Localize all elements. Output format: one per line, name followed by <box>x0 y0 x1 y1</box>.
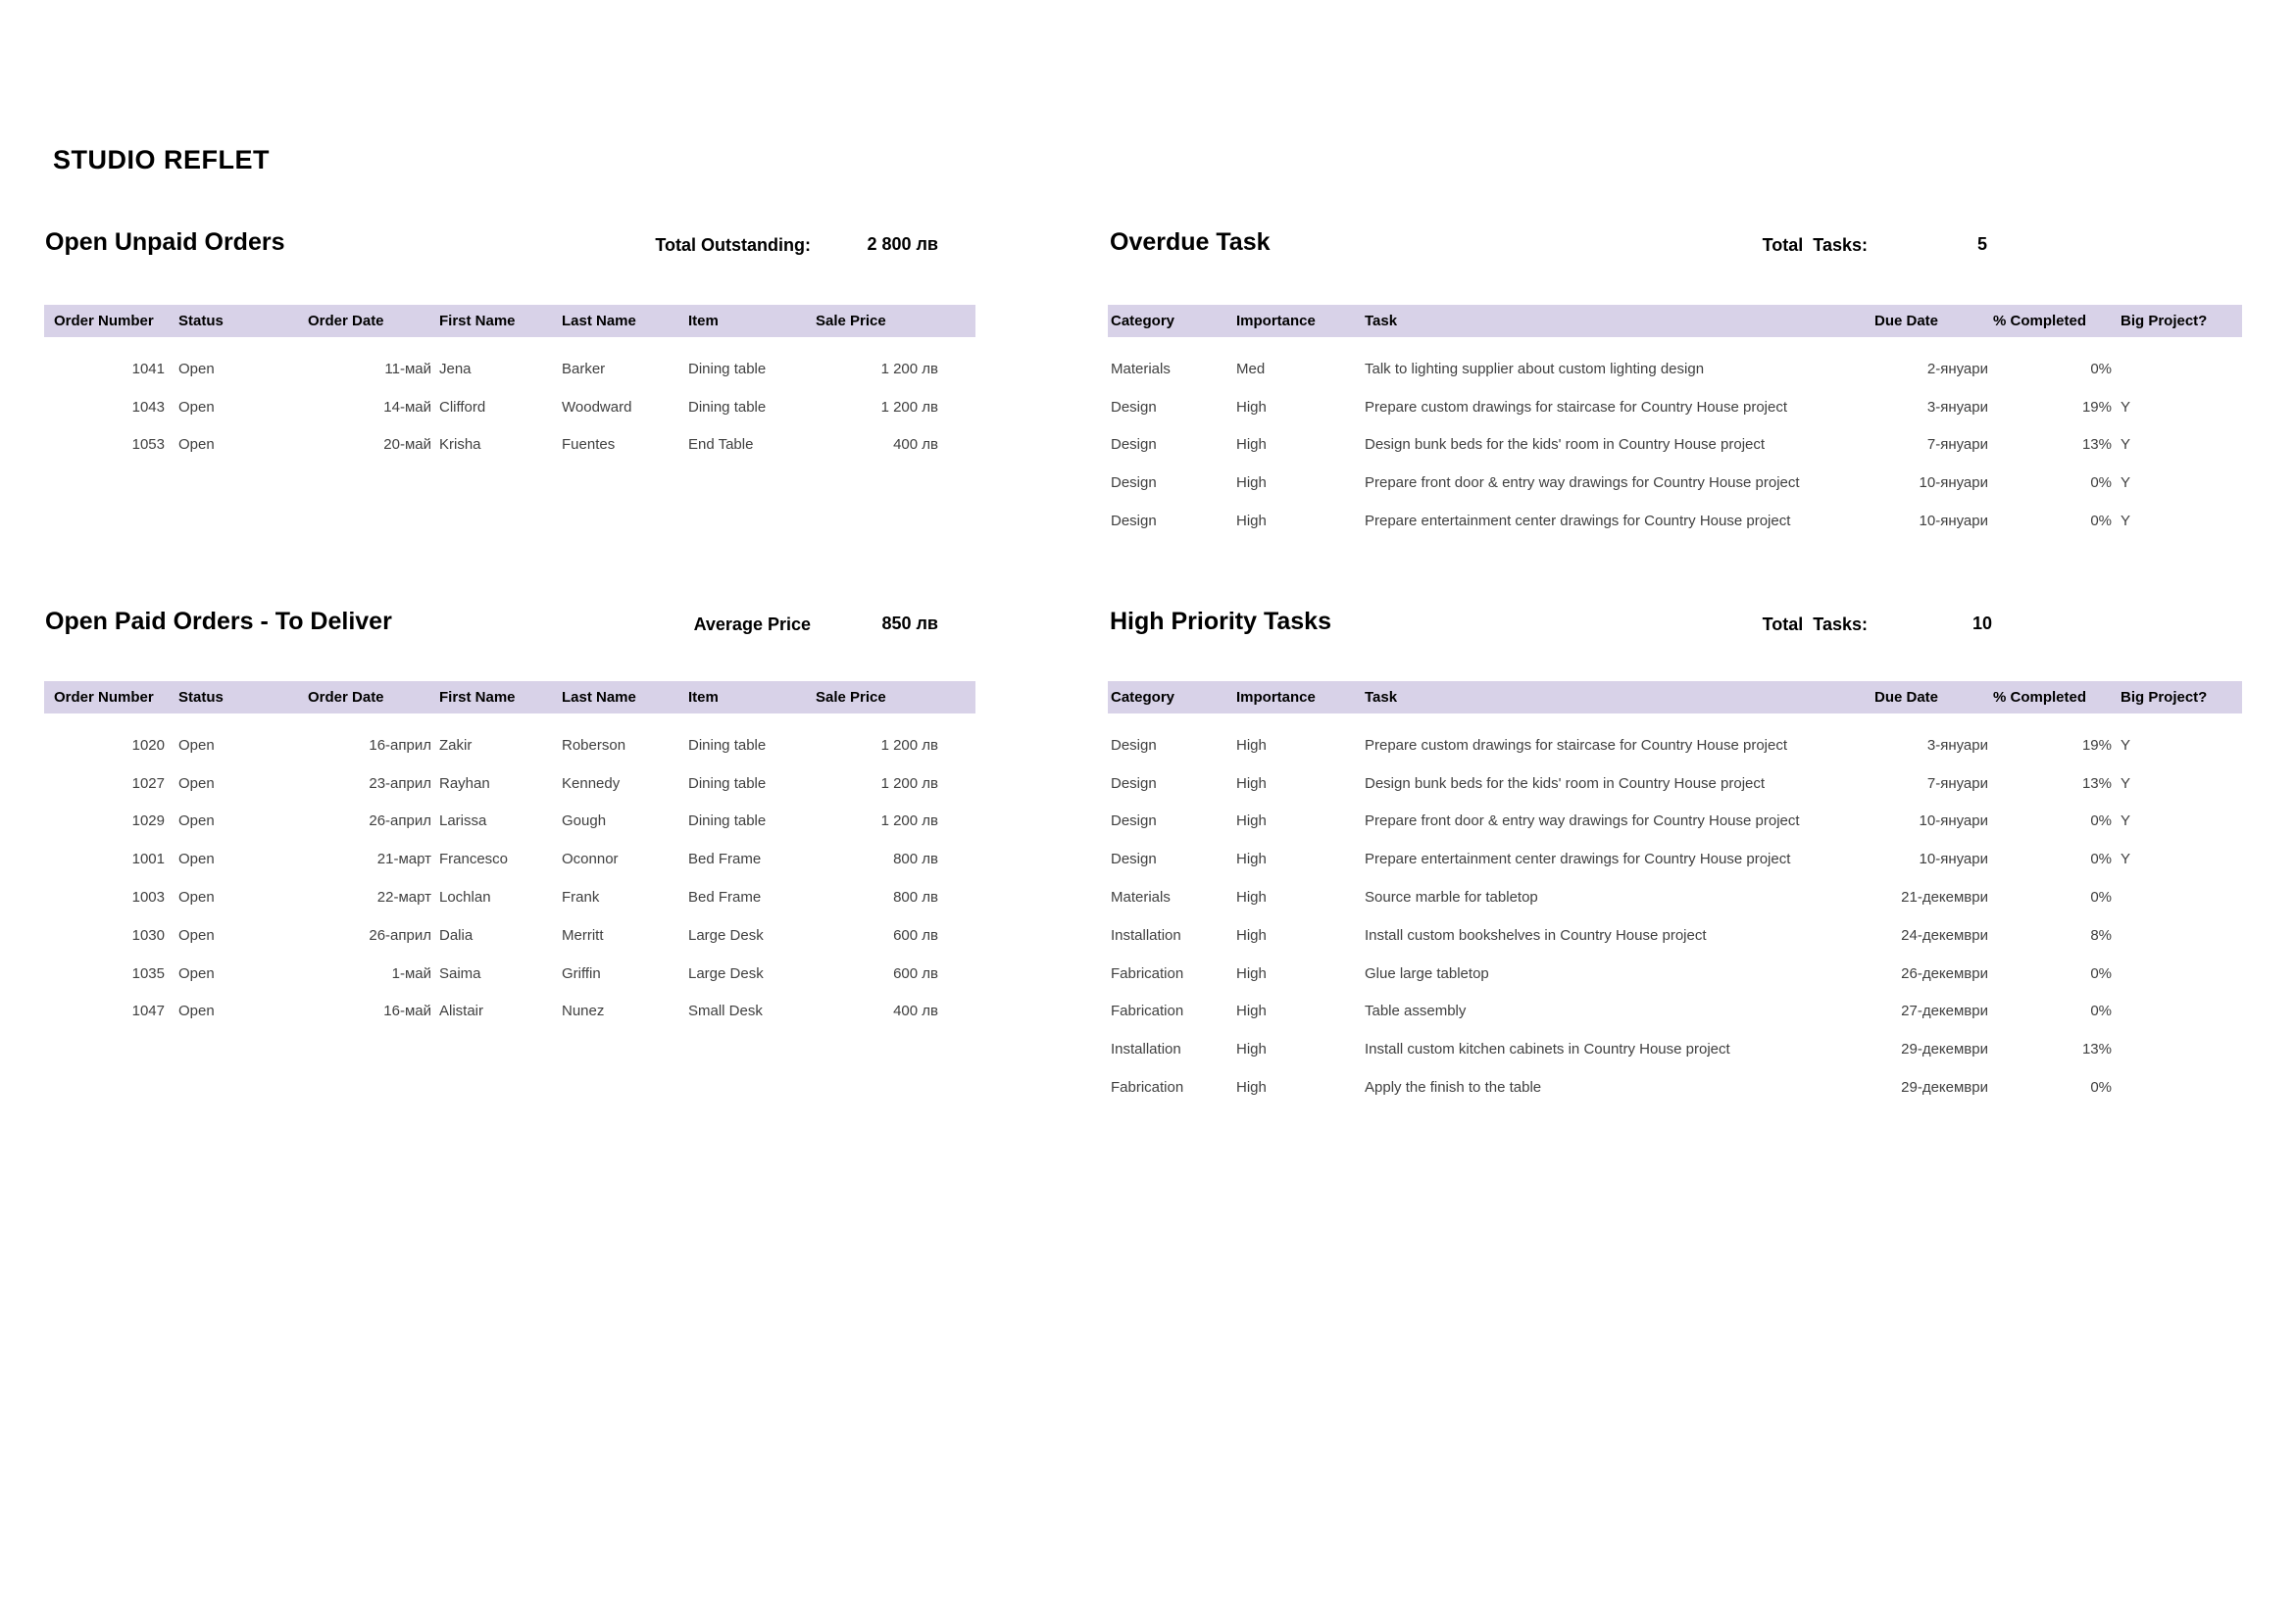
cell-category[interactable]: Design <box>1111 474 1157 492</box>
cell-order-number[interactable]: 1035 <box>131 964 165 982</box>
cell-task[interactable]: Table assembly <box>1365 1003 1467 1020</box>
cell-importance[interactable]: High <box>1236 513 1267 530</box>
column-header-due-date[interactable]: Due Date <box>1874 689 1939 706</box>
summary-label-average-price: Average Price <box>693 615 811 634</box>
column-header-importance[interactable]: Importance <box>1236 689 1316 706</box>
cell-sale-price[interactable]: 600 лв <box>893 926 938 944</box>
cell-importance[interactable]: High <box>1236 926 1267 944</box>
cell-pct-completed[interactable]: 0% <box>2090 474 2112 492</box>
cell-sale-price[interactable]: 1 200 лв <box>880 774 938 792</box>
cell-first-name[interactable]: Clifford <box>439 398 486 416</box>
cell-first-name[interactable]: Saima <box>439 964 481 982</box>
cell-category[interactable]: Design <box>1111 513 1157 530</box>
cell-first-name[interactable]: Rayhan <box>439 774 490 792</box>
cell-pct-completed[interactable]: 0% <box>2090 360 2112 377</box>
table-row[interactable] <box>44 993 975 1031</box>
cell-item[interactable]: End Table <box>688 436 754 454</box>
cell-task[interactable]: Talk to lighting supplier about custom lighting design <box>1365 360 1705 377</box>
cell-status[interactable]: Open <box>178 774 215 792</box>
column-header-item[interactable]: Item <box>688 313 719 329</box>
cell-task[interactable]: Prepare custom drawings for staircase for Country House project <box>1365 736 1788 754</box>
cell-pct-completed[interactable]: 8% <box>2090 926 2112 944</box>
cell-importance[interactable]: Med <box>1236 360 1266 377</box>
column-header-item[interactable]: Item <box>688 689 719 706</box>
cell-last-name[interactable]: Kennedy <box>562 774 621 792</box>
cell-status[interactable]: Open <box>178 851 215 868</box>
table-row[interactable] <box>44 426 975 465</box>
cell-task[interactable]: Prepare front door & entry way drawings for Country House project <box>1365 474 1800 492</box>
cell-order-number[interactable]: 1041 <box>131 360 165 377</box>
cell-importance[interactable]: High <box>1236 398 1267 416</box>
cell-last-name[interactable]: Barker <box>562 360 606 377</box>
cell-order-date[interactable]: 14-май <box>383 398 431 416</box>
cell-first-name[interactable]: Jena <box>439 360 472 377</box>
cell-first-name[interactable]: Zakir <box>439 736 473 754</box>
cell-order-number[interactable]: 1053 <box>131 436 165 454</box>
table-row[interactable] <box>44 388 975 426</box>
table-row[interactable] <box>1108 803 2242 841</box>
section-title-open-paid: Open Paid Orders - To Deliver <box>45 608 392 635</box>
cell-sale-price[interactable]: 1 200 лв <box>880 812 938 830</box>
cell-last-name[interactable]: Frank <box>562 889 600 907</box>
cell-due-date[interactable]: 2-януари <box>1926 360 1988 377</box>
cell-order-number[interactable]: 1020 <box>131 736 165 754</box>
cell-last-name[interactable]: Griffin <box>562 964 601 982</box>
cell-order-date[interactable]: 20-май <box>383 436 431 454</box>
column-header-category[interactable]: Category <box>1111 313 1175 329</box>
cell-pct-completed[interactable]: 0% <box>2090 1079 2112 1097</box>
cell-status[interactable]: Open <box>178 889 215 907</box>
summary-label-total-outstanding: Total Outstanding: <box>655 235 811 255</box>
cell-item[interactable]: Bed Frame <box>688 851 762 868</box>
cell-pct-completed[interactable]: 0% <box>2090 513 2112 530</box>
cell-importance[interactable]: High <box>1236 774 1267 792</box>
table-row[interactable] <box>44 955 975 993</box>
cell-item[interactable]: Dining table <box>688 398 767 416</box>
cell-due-date[interactable]: 10-януари <box>1919 474 1988 492</box>
cell-last-name[interactable]: Gough <box>562 812 607 830</box>
column-header-first-name[interactable]: First Name <box>439 689 516 706</box>
table-row[interactable] <box>1108 350 2242 388</box>
table-header-row[interactable] <box>44 681 975 713</box>
section-title-open-unpaid: Open Unpaid Orders <box>45 228 285 256</box>
cell-status[interactable]: Open <box>178 1003 215 1020</box>
cell-first-name[interactable]: Alistair <box>439 1003 484 1020</box>
cell-due-date[interactable]: 3-януари <box>1926 736 1988 754</box>
table-row[interactable] <box>44 350 975 388</box>
column-header-task[interactable]: Task <box>1365 689 1398 706</box>
cell-task[interactable]: Install custom bookshelves in Country House project <box>1365 926 1707 944</box>
cell-importance[interactable]: High <box>1236 889 1267 907</box>
cell-importance[interactable]: High <box>1236 812 1267 830</box>
table-body-open-paid <box>44 726 975 1030</box>
cell-task[interactable]: Prepare custom drawings for staircase for Country House project <box>1365 398 1788 416</box>
cell-first-name[interactable]: Krisha <box>439 436 481 454</box>
cell-sale-price[interactable]: 600 лв <box>893 964 938 982</box>
column-header-pct-completed[interactable]: % Completed <box>1993 689 2087 706</box>
table-row[interactable] <box>1108 916 2242 955</box>
summary-value-total-tasks: 5 <box>1976 234 1987 254</box>
table-body-overdue <box>1108 350 2242 540</box>
cell-item[interactable]: Large Desk <box>688 926 764 944</box>
cell-item[interactable]: Dining table <box>688 812 767 830</box>
section-title-high-priority: High Priority Tasks <box>1110 608 1331 635</box>
table-row[interactable] <box>1108 1030 2242 1068</box>
cell-task[interactable]: Prepare front door & entry way drawings for Country House project <box>1365 812 1800 830</box>
table-row[interactable] <box>1108 955 2242 993</box>
cell-order-number[interactable]: 1047 <box>131 1003 165 1020</box>
cell-order-number[interactable]: 1003 <box>131 889 165 907</box>
column-header-pct-completed[interactable]: % Completed <box>1993 313 2087 329</box>
table-row[interactable] <box>1108 726 2242 764</box>
table-row[interactable] <box>1108 388 2242 426</box>
cell-due-date[interactable]: 10-януари <box>1919 513 1988 530</box>
cell-pct-completed[interactable]: 0% <box>2090 1003 2112 1020</box>
table-row[interactable] <box>1108 464 2242 502</box>
table-header-row[interactable] <box>44 305 975 337</box>
cell-category[interactable]: Materials <box>1111 889 1171 907</box>
cell-due-date[interactable]: 21-декември <box>1901 889 1988 907</box>
cell-item[interactable]: Large Desk <box>688 964 764 982</box>
table-row[interactable] <box>1108 426 2242 465</box>
cell-due-date[interactable]: 26-декември <box>1901 964 1988 982</box>
cell-category[interactable]: Installation <box>1111 926 1181 944</box>
column-header-sale-price[interactable]: Sale Price <box>816 689 886 706</box>
cell-sale-price[interactable]: 800 лв <box>893 851 938 868</box>
cell-pct-completed[interactable]: 13% <box>2081 1041 2112 1058</box>
cell-order-number[interactable]: 1029 <box>131 812 165 830</box>
cell-importance[interactable]: High <box>1236 1041 1267 1058</box>
cell-last-name[interactable]: Oconnor <box>562 851 619 868</box>
cell-order-date[interactable]: 1-май <box>391 964 431 982</box>
cell-pct-completed[interactable]: 0% <box>2090 889 2112 907</box>
cell-due-date[interactable]: 7-януари <box>1926 774 1988 792</box>
section-title-overdue: Overdue Task <box>1110 228 1271 256</box>
cell-due-date[interactable]: 27-декември <box>1901 1003 1988 1020</box>
cell-order-date[interactable]: 16-май <box>383 1003 431 1020</box>
cell-order-date[interactable]: 16-април <box>369 736 431 754</box>
cell-last-name[interactable]: Fuentes <box>562 436 616 454</box>
cell-order-date[interactable]: 21-март <box>376 851 431 868</box>
column-header-big-project[interactable]: Big Project? <box>2121 689 2208 706</box>
cell-importance[interactable]: High <box>1236 736 1267 754</box>
cell-order-date[interactable]: 22-март <box>376 889 431 907</box>
cell-pct-completed[interactable]: 0% <box>2090 964 2112 982</box>
cell-last-name[interactable]: Nunez <box>562 1003 605 1020</box>
table-row[interactable] <box>1108 1068 2242 1107</box>
cell-due-date[interactable]: 7-януари <box>1926 436 1988 454</box>
cell-pct-completed[interactable]: 13% <box>2081 436 2112 454</box>
cell-big-project[interactable]: Y <box>2121 436 2131 454</box>
cell-pct-completed[interactable]: 19% <box>2081 398 2112 416</box>
column-header-big-project[interactable]: Big Project? <box>2121 313 2208 329</box>
table-row[interactable] <box>1108 878 2242 916</box>
page-title: STUDIO REFLET <box>53 145 270 174</box>
cell-first-name[interactable]: Larissa <box>439 812 487 830</box>
cell-order-date[interactable]: 11-май <box>384 360 431 377</box>
cell-category[interactable]: Fabrication <box>1111 1003 1184 1020</box>
cell-due-date[interactable]: 29-декември <box>1901 1041 1988 1058</box>
cell-due-date[interactable]: 29-декември <box>1901 1079 1988 1097</box>
summary-value-total-outstanding: 2 800 лв <box>867 234 938 254</box>
table-row[interactable] <box>44 840 975 878</box>
cell-sale-price[interactable]: 400 лв <box>893 436 938 454</box>
table-body-high-priority <box>1108 726 2242 1107</box>
cell-sale-price[interactable]: 800 лв <box>893 889 938 907</box>
column-header-status[interactable]: Status <box>178 689 224 706</box>
column-header-importance[interactable]: Importance <box>1236 313 1316 329</box>
cell-order-number[interactable]: 1030 <box>131 926 165 944</box>
cell-category[interactable]: Design <box>1111 736 1157 754</box>
cell-big-project[interactable]: Y <box>2121 774 2131 792</box>
summary-value-total-tasks: 10 <box>1972 614 1993 633</box>
cell-big-project[interactable]: Y <box>2121 474 2131 492</box>
cell-category[interactable]: Design <box>1111 774 1157 792</box>
column-header-order-date[interactable]: Order Date <box>308 689 384 706</box>
cell-pct-completed[interactable]: 13% <box>2081 774 2112 792</box>
cell-task[interactable]: Apply the finish to the table <box>1365 1079 1542 1097</box>
cell-status[interactable]: Open <box>178 398 215 416</box>
column-header-last-name[interactable]: Last Name <box>562 313 636 329</box>
table-row[interactable] <box>1108 993 2242 1031</box>
cell-item[interactable]: Dining table <box>688 774 767 792</box>
cell-category[interactable]: Fabrication <box>1111 964 1184 982</box>
column-header-order-date[interactable]: Order Date <box>308 313 384 329</box>
cell-task[interactable]: Prepare entertainment center drawings for Country House project <box>1365 513 1791 530</box>
cell-item[interactable]: Dining table <box>688 736 767 754</box>
cell-order-date[interactable]: 26-април <box>369 812 431 830</box>
cell-category[interactable]: Design <box>1111 436 1157 454</box>
summary-label-total-tasks: Total Tasks: <box>1762 235 1868 255</box>
cell-order-date[interactable]: 23-април <box>369 774 431 792</box>
table-row[interactable] <box>1108 502 2242 540</box>
cell-task[interactable]: Prepare entertainment center drawings for Country House project <box>1365 851 1791 868</box>
table-row[interactable] <box>1108 840 2242 878</box>
table-header-row[interactable] <box>1108 681 2242 713</box>
column-header-first-name[interactable]: First Name <box>439 313 516 329</box>
cell-sale-price[interactable]: 1 200 лв <box>880 398 938 416</box>
column-header-order-number[interactable]: Order Number <box>54 313 154 329</box>
cell-status[interactable]: Open <box>178 964 215 982</box>
summary-label-total-tasks: Total Tasks: <box>1762 615 1868 634</box>
cell-last-name[interactable]: Merritt <box>562 926 604 944</box>
cell-task[interactable]: Install custom kitchen cabinets in Country House project <box>1365 1041 1730 1058</box>
column-header-order-number[interactable]: Order Number <box>54 689 154 706</box>
cell-big-project[interactable]: Y <box>2121 812 2131 830</box>
cell-pct-completed[interactable]: 0% <box>2090 851 2112 868</box>
cell-status[interactable]: Open <box>178 360 215 377</box>
cell-task[interactable]: Design bunk beds for the kids' room in Country House project <box>1365 436 1766 454</box>
column-header-status[interactable]: Status <box>178 313 224 329</box>
cell-importance[interactable]: High <box>1236 436 1267 454</box>
cell-due-date[interactable]: 24-декември <box>1901 926 1988 944</box>
table-row[interactable] <box>44 726 975 764</box>
cell-first-name[interactable]: Dalia <box>439 926 474 944</box>
table-row[interactable] <box>1108 764 2242 803</box>
cell-importance[interactable]: High <box>1236 474 1267 492</box>
cell-item[interactable]: Bed Frame <box>688 889 762 907</box>
cell-order-number[interactable]: 1001 <box>131 851 165 868</box>
column-header-sale-price[interactable]: Sale Price <box>816 313 886 329</box>
cell-first-name[interactable]: Francesco <box>439 851 509 868</box>
cell-due-date[interactable]: 10-януари <box>1919 812 1988 830</box>
cell-item[interactable]: Dining table <box>688 360 767 377</box>
column-header-last-name[interactable]: Last Name <box>562 689 636 706</box>
cell-importance[interactable]: High <box>1236 851 1267 868</box>
cell-task[interactable]: Design bunk beds for the kids' room in Country House project <box>1365 774 1766 792</box>
table-header-row[interactable] <box>1108 305 2242 337</box>
cell-last-name[interactable]: Woodward <box>562 398 632 416</box>
table-row[interactable] <box>44 803 975 841</box>
cell-big-project[interactable]: Y <box>2121 851 2131 868</box>
cell-order-number[interactable]: 1043 <box>131 398 165 416</box>
cell-last-name[interactable]: Roberson <box>562 736 626 754</box>
cell-status[interactable]: Open <box>178 926 215 944</box>
cell-importance[interactable]: High <box>1236 1003 1267 1020</box>
cell-due-date[interactable]: 3-януари <box>1926 398 1988 416</box>
cell-importance[interactable]: High <box>1236 964 1267 982</box>
cell-order-date[interactable]: 26-април <box>369 926 431 944</box>
column-header-due-date[interactable]: Due Date <box>1874 313 1939 329</box>
table-row[interactable] <box>44 878 975 916</box>
cell-sale-price[interactable]: 1 200 лв <box>880 736 938 754</box>
cell-task[interactable]: Source marble for tabletop <box>1365 889 1538 907</box>
table-row[interactable] <box>44 916 975 955</box>
cell-category[interactable]: Design <box>1111 398 1157 416</box>
cell-category[interactable]: Fabrication <box>1111 1079 1184 1097</box>
cell-category[interactable]: Installation <box>1111 1041 1181 1058</box>
cell-task[interactable]: Glue large tabletop <box>1365 964 1489 982</box>
cell-big-project[interactable]: Y <box>2121 736 2131 754</box>
cell-status[interactable]: Open <box>178 812 215 830</box>
cell-status[interactable]: Open <box>178 436 215 454</box>
cell-pct-completed[interactable]: 19% <box>2081 736 2112 754</box>
cell-due-date[interactable]: 10-януари <box>1919 851 1988 868</box>
table-body-open-unpaid <box>44 350 975 464</box>
cell-status[interactable]: Open <box>178 736 215 754</box>
cell-sale-price[interactable]: 1 200 лв <box>880 360 938 377</box>
cell-big-project[interactable]: Y <box>2121 398 2131 416</box>
cell-pct-completed[interactable]: 0% <box>2090 812 2112 830</box>
cell-big-project[interactable]: Y <box>2121 513 2131 530</box>
column-header-category[interactable]: Category <box>1111 689 1175 706</box>
cell-category[interactable]: Design <box>1111 812 1157 830</box>
cell-item[interactable]: Small Desk <box>688 1003 763 1020</box>
summary-value-average-price: 850 лв <box>881 614 938 633</box>
column-header-task[interactable]: Task <box>1365 313 1398 329</box>
cell-sale-price[interactable]: 400 лв <box>893 1003 938 1020</box>
cell-category[interactable]: Materials <box>1111 360 1171 377</box>
cell-first-name[interactable]: Lochlan <box>439 889 491 907</box>
table-row[interactable] <box>44 764 975 803</box>
cell-importance[interactable]: High <box>1236 1079 1267 1097</box>
cell-category[interactable]: Design <box>1111 851 1157 868</box>
cell-order-number[interactable]: 1027 <box>131 774 165 792</box>
